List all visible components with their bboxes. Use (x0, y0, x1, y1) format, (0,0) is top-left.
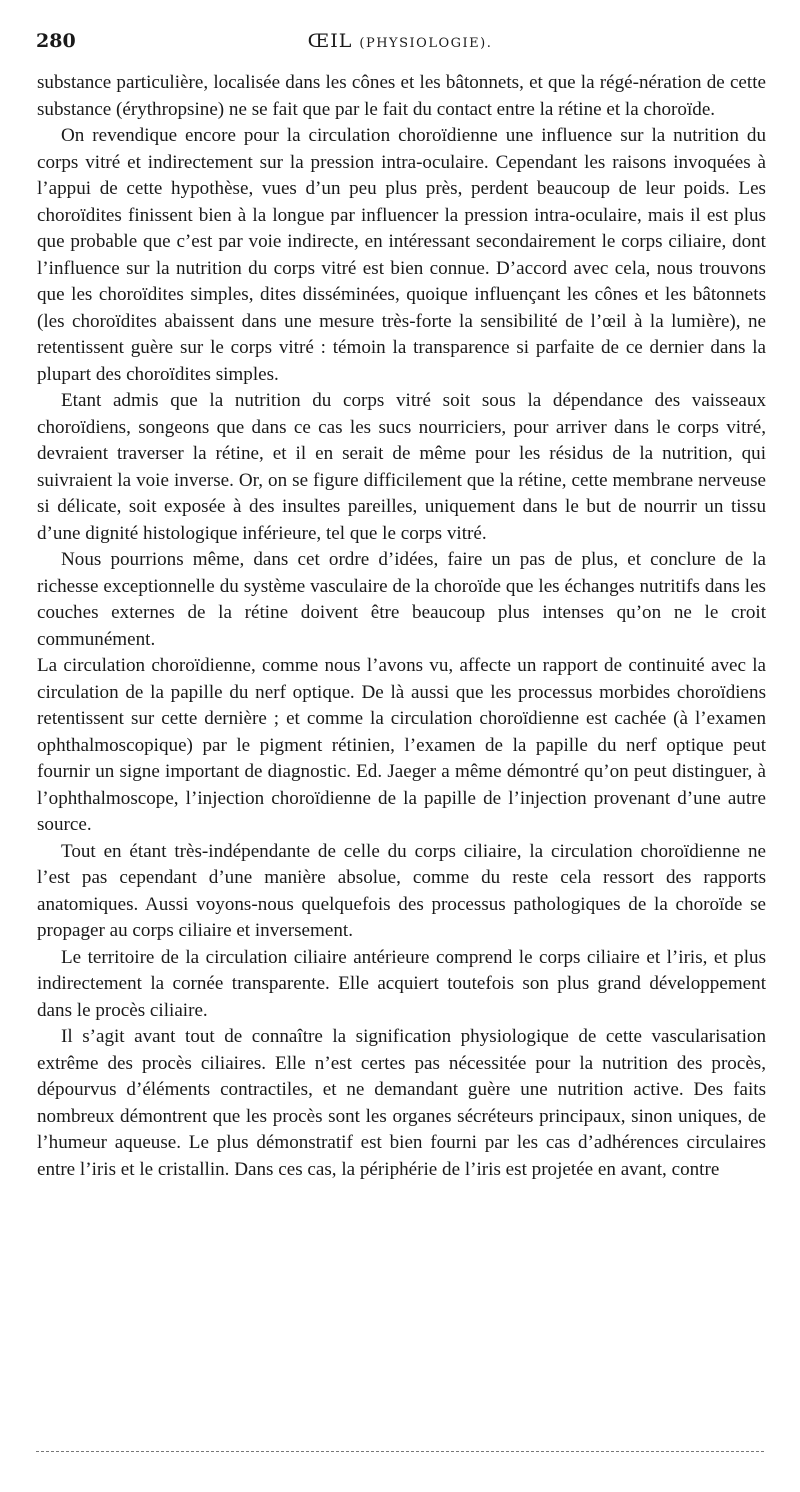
page-number: 280 (36, 30, 76, 52)
paragraph: La circulation choroïdienne, comme nous l’avons vu, affecte un rapport de continuité avec la circulation de la papille du nerf optique. De là aussi que les processus morbides choroïdiens retentissent sur cette dernière ; et comme la circulation choroïdienne est cachée (à l’examen ophthalmoscopique) par le pigment rétinien, l’examen de la papille du nerf optique peut fournir un signe important de diagnostic. Ed. Jaeger a même démontré qu’on peut distinguer, à l’ophthalmoscope, l’injection choroïdienne de la papille de l’injection provenant d’une autre source. (37, 655, 766, 835)
paragraph: On revendique encore pour la circulation choroïdienne une influence sur la nutrition du corps vitré et indirectement sur la pression intra-oculaire. Cependant les raisons invoquées à l’appui de cette hypothèse, vues d’un peu plus près, perdent beaucoup de leur poids. Les choroïdites finissent bien à la longue par influencer la pression intra-oculaire, mais il est plus que probable que c’est par voie indirecte, en intéressant secondairement le corps ciliaire, dont l’influence sur la nutrition du corps vitré est bien connue. D’accord avec cela, nous trouvons que les choroïdites simples, dites disséminées, quoique influençant les cônes et les bâtonnets (les choroïdites abaissent dans une mesure très-forte la sensibilité de l’œil à la lumière), ne retentissent guère sur le corps vitré : témoin la transparence si parfaite de ce dernier dans la plupart des choroïdites simples. (37, 125, 766, 385)
paragraph-continuation: substance particulière, localisée dans les cônes et les bâtonnets, et que la régé-nération de cette substance (érythropsine) ne se fait que par le fait du contact entre la rétine et la choroïde. (37, 72, 766, 120)
paragraph: Tout en étant très-indépendante de celle du corps ciliaire, la circulation choroïdienne ne l’est pas cependant d’une manière absolue, comme du reste cela ressort des rapports anatomiques. Aussi voyons-nous quelquefois des processus pathologiques de la choroïde se propager au corps ciliaire et inversement. (37, 840, 766, 941)
running-title-subtitle: (PHYSIOLOGIE). (359, 36, 493, 51)
page-header (36, 30, 764, 60)
footer-rule (36, 1451, 764, 1452)
body-text (37, 70, 766, 1183)
paragraph: Nous pourrions même, dans cet ordre d’idées, faire un pas de plus, et conclure de la richesse exceptionnelle du système vasculaire de la choroïde que les échanges nutritifs dans les couches externes de la rétine doivent être beaucoup plus intenses qu’on ne le croit communément. (37, 549, 766, 650)
paragraph: Etant admis que la nutrition du corps vitré soit sous la dépendance des vaisseaux choroïdiens, songeons que dans ce cas les sucs nourriciers, pour arriver dans le corps vitré, devraient traverser la rétine, et il en serait de même pour les résidus de la nutrition, qui suivraient la voie inverse. Or, on se figure difficilement que la rétine, cette membrane nerveuse si délicate, soit exposée à des insultes pareilles, uniquement dans le but de nourrir un tissu d’une dignité histologique inférieure, tel que le corps vitré. (37, 390, 766, 544)
paragraph: Il s’agit avant tout de connaître la signification physiologique de cette vascularisation extrême des procès ciliaires. Elle n’est certes pas nécessitée pour la nutrition des procès, dépourvus d’éléments contractiles, et ne demandant guère une nutrition active. Des faits nombreux démontrent que les procès sont les organes sécréteurs principaux, sinon uniques, de l’humeur aqueuse. Le plus démonstratif est bien fourni par les cas d’adhérences circulaires entre l’iris et le cristallin. Dans ces cas, la périphérie de l’iris est projetée en avant, contre (37, 1026, 766, 1180)
running-title-main: ŒIL (307, 30, 353, 52)
paragraph: Le territoire de la circulation ciliaire antérieure comprend le corps ciliaire et l’iris, et plus indirectement la cornée transparente. Elle acquiert toutefois son plus grand développement dans le procès ciliaire. (37, 946, 766, 1021)
running-title (36, 30, 764, 52)
